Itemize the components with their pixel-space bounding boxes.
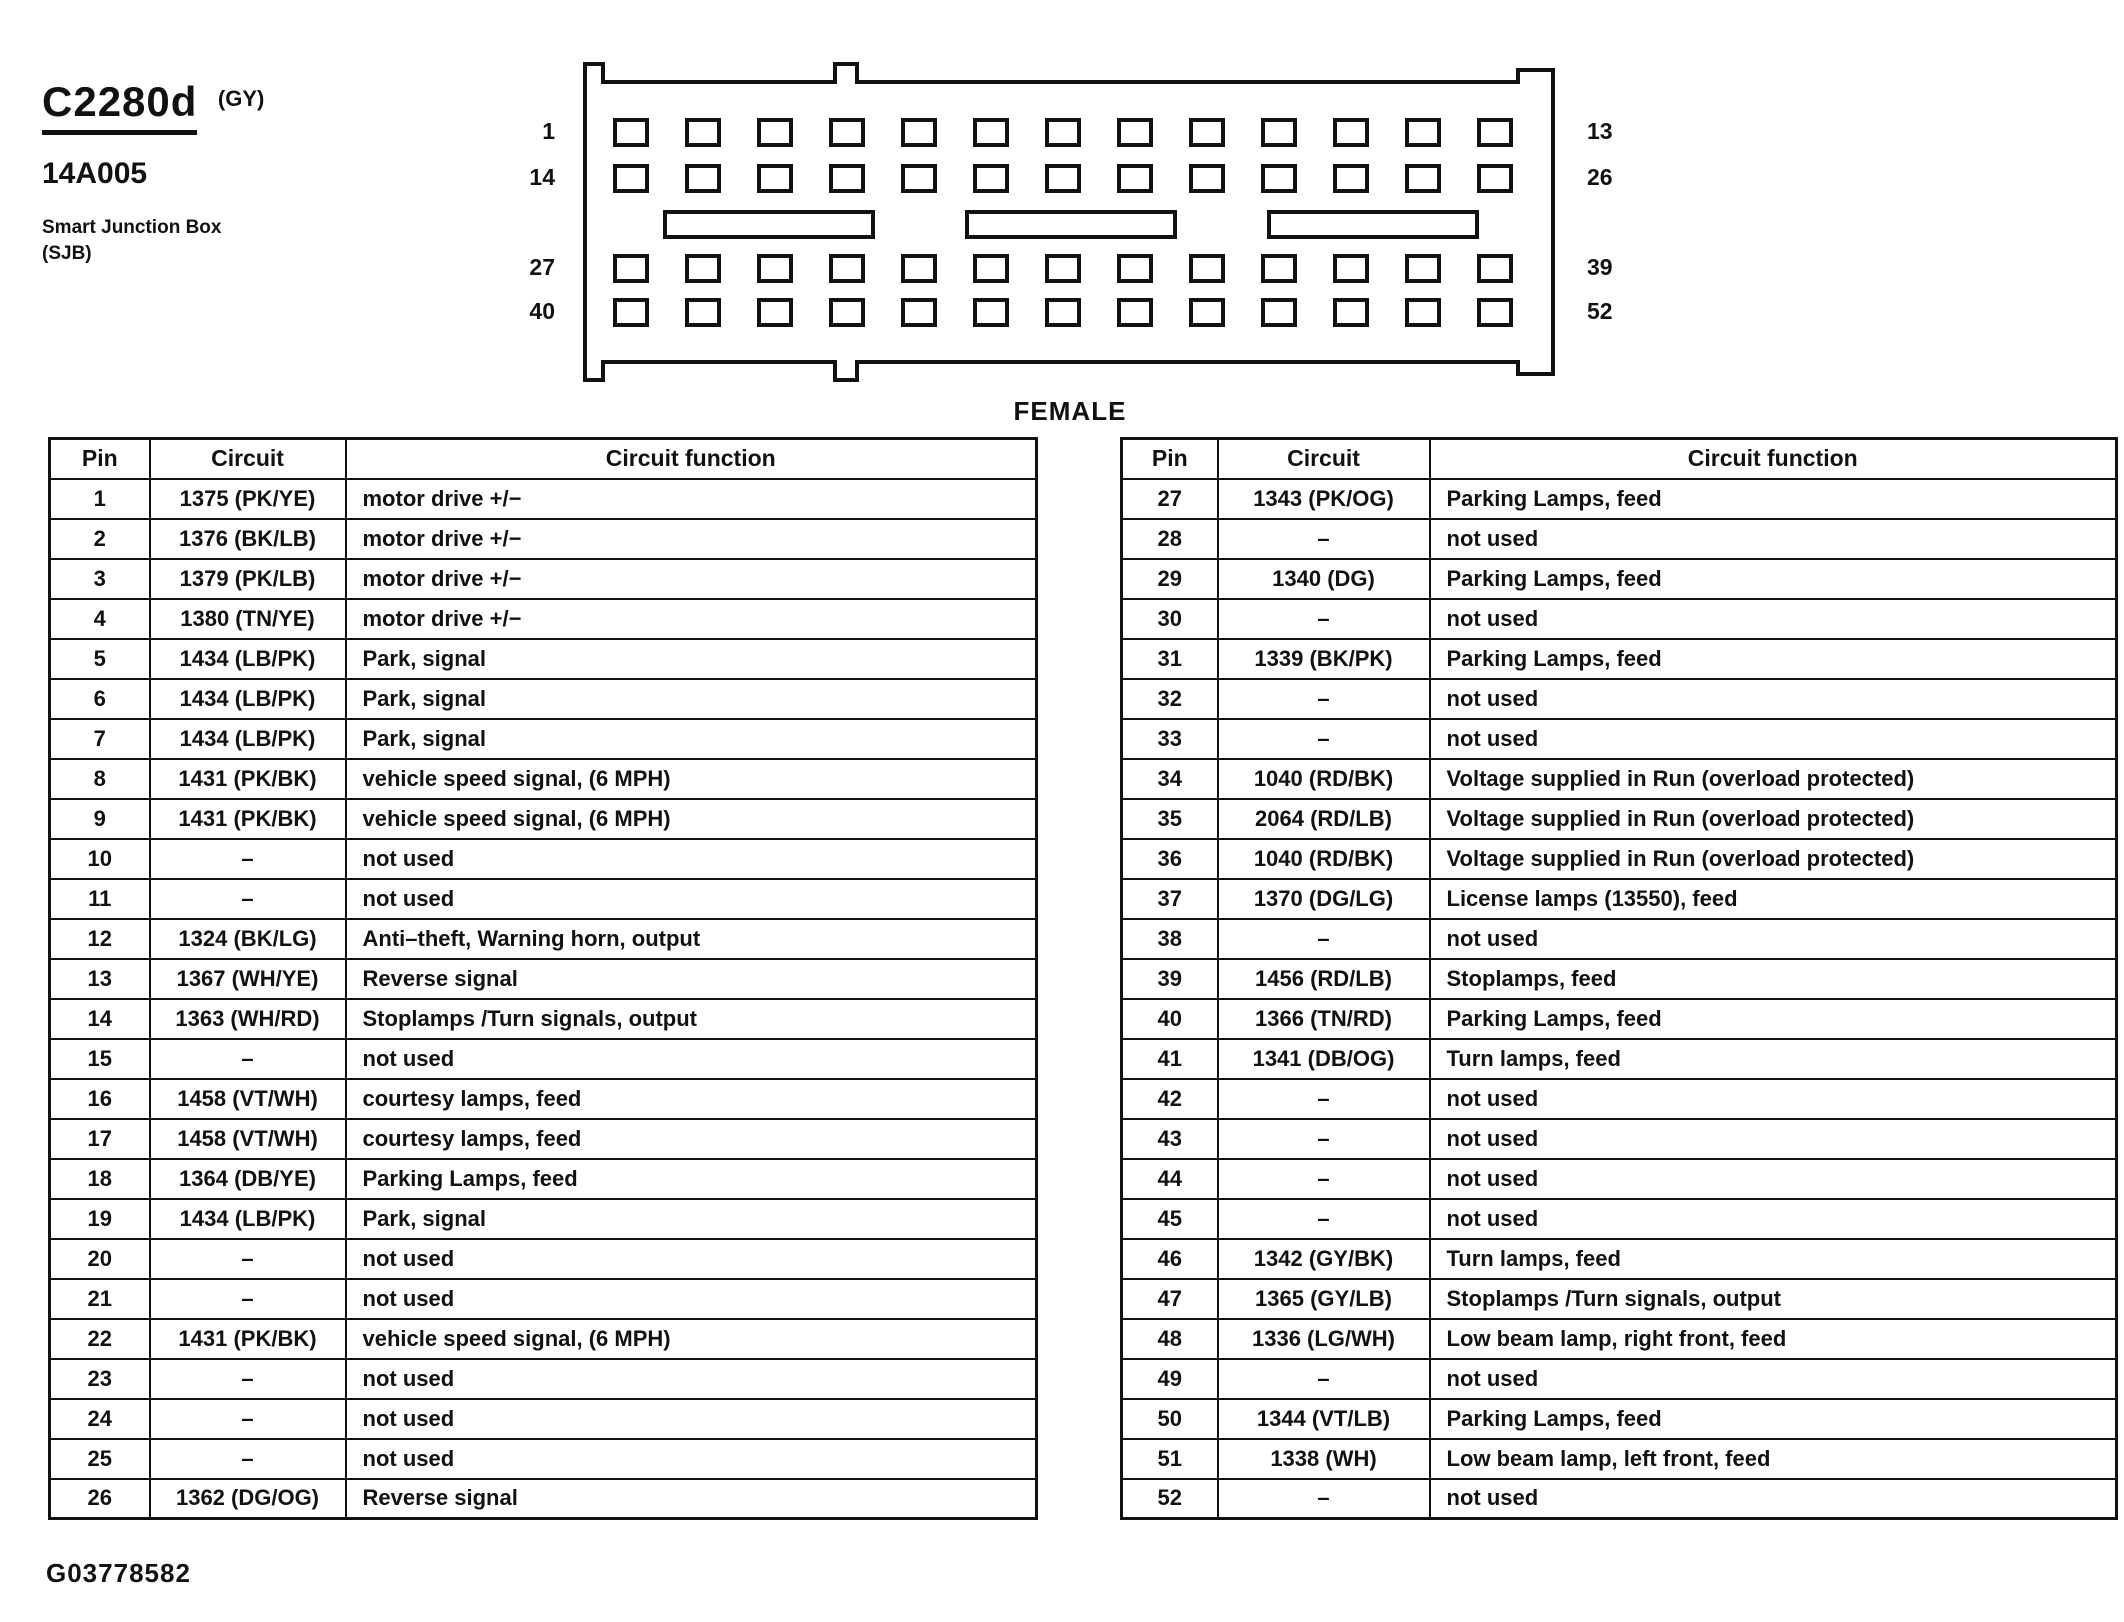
pin-header: Pin [1122,439,1218,479]
table-row [50,559,1037,599]
table-row [1122,999,2117,1039]
pin-cavity [903,300,935,325]
circuit-header: Circuit [150,439,346,479]
circuit-cell: 1434 (LB/PK) [150,679,346,719]
function-cell: not used [346,1359,1037,1399]
circuit-cell: 1367 (WH/YE) [150,959,346,999]
pin-cell: 34 [1122,759,1218,799]
pin-cell: 5 [50,639,150,679]
table-row [50,759,1037,799]
function-cell: not used [346,1279,1037,1319]
pin-cell: 28 [1122,519,1218,559]
pin-cavity [975,166,1007,191]
pin-cavity [967,212,1175,237]
pin-cell: 4 [50,599,150,639]
function-cell: courtesy lamps, feed [346,1079,1037,1119]
function-cell: not used [346,1039,1037,1079]
pin-cavity [1263,120,1295,145]
pin-cavity [1191,166,1223,191]
function-cell: motor drive +/− [346,479,1037,519]
function-cell: Turn lamps, feed [1430,1239,2117,1279]
function-cell: Park, signal [346,639,1037,679]
table-row [1122,599,2117,639]
table-row [1122,639,2117,679]
function-cell: not used [1430,1479,2117,1519]
function-cell: motor drive +/− [346,559,1037,599]
pin-cavity [1263,256,1295,281]
function-cell: Reverse signal [346,959,1037,999]
component-name-line1: Smart Junction Box [42,217,222,238]
function-cell: not used [1430,719,2117,759]
table-row [1122,1039,2117,1079]
circuit-cell: 1375 (PK/YE) [150,479,346,519]
circuit-cell: – [1218,1359,1430,1399]
circuit-cell: 1379 (PK/LB) [150,559,346,599]
pin-cell: 14 [50,999,150,1039]
pin-cell: 46 [1122,1239,1218,1279]
table-row [50,519,1037,559]
table-row [1122,1439,2117,1479]
table-row [50,1239,1037,1279]
table-row [50,679,1037,719]
function-cell: vehicle speed signal, (6 MPH) [346,759,1037,799]
pin-cell: 18 [50,1159,150,1199]
table-row [1122,839,2117,879]
function-cell: Voltage supplied in Run (overload protected) [1430,839,2117,879]
function-cell: vehicle speed signal, (6 MPH) [346,1319,1037,1359]
pin-cell: 44 [1122,1159,1218,1199]
pin-cavity [1047,166,1079,191]
circuit-cell: 1324 (BK/LG) [150,919,346,959]
circuit-cell: – [150,1279,346,1319]
circuit-header: Circuit [1218,439,1430,479]
pin-cavity [975,120,1007,145]
pin-cell: 11 [50,879,150,919]
function-cell: not used [346,1439,1037,1479]
circuit-cell: 1431 (PK/BK) [150,799,346,839]
pin-cell: 52 [1122,1479,1218,1519]
pin-cavity [1047,300,1079,325]
pin-cavity [1119,120,1151,145]
function-cell: Voltage supplied in Run (overload protected) [1430,759,2117,799]
pin-cell: 6 [50,679,150,719]
pin-cell: 42 [1122,1079,1218,1119]
table-row [50,959,1037,999]
function-cell: Stoplamps /Turn signals, output [346,999,1037,1039]
pin-cell: 33 [1122,719,1218,759]
part-number: 14A005 [42,157,148,190]
pin-cavity [1119,300,1151,325]
function-cell: Park, signal [346,719,1037,759]
circuit-cell: – [1218,519,1430,559]
pin-cell: 12 [50,919,150,959]
function-cell: not used [1430,1119,2117,1159]
table-row [1122,559,2117,599]
pin-cavity [831,300,863,325]
pin-cavity [665,212,873,237]
component-name-line2: (SJB) [42,242,92,264]
function-cell: not used [346,1239,1037,1279]
pin-cell: 39 [1122,959,1218,999]
function-cell: Park, signal [346,1199,1037,1239]
circuit-cell: – [150,1359,346,1399]
circuit-cell: 1342 (GY/BK) [1218,1239,1430,1279]
pin-cell: 17 [50,1119,150,1159]
function-cell: Parking Lamps, feed [1430,479,2117,519]
function-cell: not used [346,839,1037,879]
function-cell: Low beam lamp, left front, feed [1430,1439,2117,1479]
pin-cavity [1335,256,1367,281]
table-row [50,919,1037,959]
circuit-cell: – [1218,919,1430,959]
table-row [1122,1159,2117,1199]
circuit-cell: 1364 (DB/YE) [150,1159,346,1199]
table-row [1122,1119,2117,1159]
table-row [50,879,1037,919]
function-cell: Anti–theft, Warning horn, output [346,919,1037,959]
circuit-cell: 1380 (TN/YE) [150,599,346,639]
pin-row-label-1: 1 [542,118,555,144]
table-row [50,1039,1037,1079]
function-cell: Reverse signal [346,1479,1037,1519]
pin-header: Pin [50,439,150,479]
circuit-cell: 1343 (PK/OG) [1218,479,1430,519]
function-cell: Voltage supplied in Run (overload protected) [1430,799,2117,839]
pin-table-left [48,437,1038,1520]
function-cell: not used [1430,599,2117,639]
table-row [1122,879,2117,919]
table-row [50,1479,1037,1519]
pin-cell: 49 [1122,1359,1218,1399]
table-row [50,599,1037,639]
table-row [1122,679,2117,719]
pin-cavity [1335,120,1367,145]
pin-cell: 47 [1122,1279,1218,1319]
pin-cavity [903,256,935,281]
pin-cavity [831,256,863,281]
function-cell: Parking Lamps, feed [1430,559,2117,599]
pin-cavity [975,300,1007,325]
table-row [1122,919,2117,959]
circuit-cell: 1339 (BK/PK) [1218,639,1430,679]
pin-cavity [1263,300,1295,325]
function-cell: not used [1430,1199,2117,1239]
circuit-cell: 1341 (DB/OG) [1218,1039,1430,1079]
pin-cell: 40 [1122,999,1218,1039]
pin-cavity [1047,256,1079,281]
table-row [50,479,1037,519]
pin-cavity [1269,212,1477,237]
table-row [50,1439,1037,1479]
circuit-cell: – [1218,679,1430,719]
table-row [1122,959,2117,999]
pin-cell: 36 [1122,839,1218,879]
circuit-cell: – [150,1439,346,1479]
circuit-cell: 1336 (LG/WH) [1218,1319,1430,1359]
table-row [1122,1279,2117,1319]
pin-cavity [687,120,719,145]
circuit-cell: 1458 (VT/WH) [150,1119,346,1159]
function-cell: Park, signal [346,679,1037,719]
circuit-cell: 1363 (WH/RD) [150,999,346,1039]
pin-cell: 32 [1122,679,1218,719]
pin-cavity [759,256,791,281]
pin-cell: 9 [50,799,150,839]
circuit-cell: 1040 (RD/BK) [1218,759,1430,799]
connector-id: C2280d [42,78,197,135]
circuit-cell: 1365 (GY/LB) [1218,1279,1430,1319]
pin-cavity [687,166,719,191]
connector-svg [565,52,1575,392]
table-row [50,1159,1037,1199]
circuit-cell: – [1218,1159,1430,1199]
connector-color-code: (GY) [217,86,265,111]
circuit-cell: – [1218,1079,1430,1119]
circuit-cell: – [1218,719,1430,759]
pin-cavity [1191,300,1223,325]
function-cell: not used [1430,1079,2117,1119]
pin-cavity [831,120,863,145]
table-row [1122,1319,2117,1359]
pin-cavity [975,256,1007,281]
pin-cavity [1479,300,1511,325]
function-cell: not used [346,879,1037,919]
table-row [1122,799,2117,839]
function-cell: motor drive +/− [346,519,1037,559]
circuit-cell: – [1218,1119,1430,1159]
pin-cavity [1335,166,1367,191]
pin-cavity [903,120,935,145]
pin-cavity [1191,256,1223,281]
table-header-row [50,439,1037,479]
function-header: Circuit function [346,439,1037,479]
function-cell: motor drive +/− [346,599,1037,639]
function-cell: Parking Lamps, feed [1430,999,2117,1039]
pin-row-label-39: 39 [1587,254,1613,280]
circuit-cell: 1370 (DG/LG) [1218,879,1430,919]
function-cell: Stoplamps /Turn signals, output [1430,1279,2117,1319]
pin-cavity [1479,256,1511,281]
pin-cell: 13 [50,959,150,999]
pin-cell: 25 [50,1439,150,1479]
circuit-cell: – [150,879,346,919]
circuit-cell: 1431 (PK/BK) [150,1319,346,1359]
circuit-cell: 1366 (TN/RD) [1218,999,1430,1039]
connector-gender-label: FEMALE [1013,396,1127,426]
circuit-cell: 2064 (RD/LB) [1218,799,1430,839]
pin-cavity [1335,300,1367,325]
pin-table-right [1120,437,2118,1520]
pin-cell: 2 [50,519,150,559]
function-header: Circuit function [1430,439,2117,479]
pin-cell: 50 [1122,1399,1218,1439]
function-cell: not used [1430,679,2117,719]
pin-cavity [1047,120,1079,145]
pin-cell: 48 [1122,1319,1218,1359]
pin-cell: 1 [50,479,150,519]
table-row [50,799,1037,839]
circuit-cell: 1040 (RD/BK) [1218,839,1430,879]
function-cell: not used [1430,519,2117,559]
pin-cell: 8 [50,759,150,799]
pin-cell: 41 [1122,1039,1218,1079]
pin-row-label-52: 52 [1587,298,1613,324]
table-row [1122,1239,2117,1279]
function-cell: Low beam lamp, right front, feed [1430,1319,2117,1359]
pin-cell: 37 [1122,879,1218,919]
table-row [50,639,1037,679]
table-row [50,1359,1037,1399]
circuit-cell: – [150,1399,346,1439]
pin-cell: 10 [50,839,150,879]
pin-cavity [903,166,935,191]
circuit-cell: 1434 (LB/PK) [150,719,346,759]
circuit-cell: – [1218,599,1430,639]
pin-row-label-40: 40 [529,298,555,324]
pin-cell: 15 [50,1039,150,1079]
table-row [50,1199,1037,1239]
pin-cavity [687,256,719,281]
table-row [50,1119,1037,1159]
function-cell: Parking Lamps, feed [346,1159,1037,1199]
circuit-cell: 1376 (BK/LB) [150,519,346,559]
table-row [50,1279,1037,1319]
pin-cell: 45 [1122,1199,1218,1239]
circuit-cell: 1431 (PK/BK) [150,759,346,799]
function-cell: vehicle speed signal, (6 MPH) [346,799,1037,839]
pin-cell: 24 [50,1399,150,1439]
table-row [50,1079,1037,1119]
circuit-cell: 1434 (LB/PK) [150,1199,346,1239]
circuit-cell: – [1218,1199,1430,1239]
pin-cavity [1191,120,1223,145]
circuit-cell: 1338 (WH) [1218,1439,1430,1479]
connector-drawing [505,52,1635,452]
circuit-cell: – [1218,1479,1430,1519]
figure-number: G03778582 [46,1558,191,1588]
table-row [1122,519,2117,559]
circuit-cell: – [150,1239,346,1279]
function-cell: Parking Lamps, feed [1430,639,2117,679]
table-row [1122,1359,2117,1399]
table-row [1122,1079,2117,1119]
table-header-row [1122,439,2117,479]
circuit-cell: 1458 (VT/WH) [150,1079,346,1119]
table-row [50,719,1037,759]
pin-cell: 23 [50,1359,150,1399]
function-cell: not used [1430,1159,2117,1199]
pin-cavity [1479,166,1511,191]
pin-cavity [615,120,647,145]
pin-cavity [1479,120,1511,145]
pin-cavity [759,120,791,145]
pin-cavity [759,166,791,191]
circuit-cell: 1434 (LB/PK) [150,639,346,679]
pin-cell: 16 [50,1079,150,1119]
pin-cavity [1407,166,1439,191]
pin-cell: 31 [1122,639,1218,679]
pin-cell: 51 [1122,1439,1218,1479]
table-row [50,999,1037,1039]
function-cell: not used [1430,1359,2117,1399]
pin-cell: 27 [1122,479,1218,519]
pin-cell: 7 [50,719,150,759]
function-cell: not used [1430,919,2117,959]
pin-cavity [615,166,647,191]
circuit-cell: – [150,839,346,879]
pin-cavity [1263,166,1295,191]
pin-cavity [831,166,863,191]
pin-row-label-14: 14 [529,164,555,190]
table-row [1122,1479,2117,1519]
function-cell: Turn lamps, feed [1430,1039,2117,1079]
pin-cell: 22 [50,1319,150,1359]
function-cell: Stoplamps, feed [1430,959,2117,999]
table-row [1122,479,2117,519]
pin-cell: 43 [1122,1119,1218,1159]
pin-cell: 20 [50,1239,150,1279]
pin-cell: 29 [1122,559,1218,599]
pin-cell: 30 [1122,599,1218,639]
pin-cell: 26 [50,1479,150,1519]
table-row [1122,1399,2117,1439]
pin-row-label-26: 26 [1587,164,1613,190]
table-row [1122,759,2117,799]
pin-cavity [615,256,647,281]
pin-cavity [1119,166,1151,191]
pin-cavity [1119,256,1151,281]
pin-cell: 35 [1122,799,1218,839]
function-cell: not used [346,1399,1037,1439]
circuit-cell: 1456 (RD/LB) [1218,959,1430,999]
table-row [50,839,1037,879]
circuit-cell: 1362 (DG/OG) [150,1479,346,1519]
pin-cavity [1407,300,1439,325]
circuit-cell: 1340 (DG) [1218,559,1430,599]
pin-row-label-27: 27 [529,254,555,280]
table-row [50,1319,1037,1359]
circuit-cell: 1344 (VT/LB) [1218,1399,1430,1439]
pin-cavity [759,300,791,325]
table-row [50,1399,1037,1439]
pin-cavity [615,300,647,325]
table-row [1122,1199,2117,1239]
function-cell: Parking Lamps, feed [1430,1399,2117,1439]
function-cell: courtesy lamps, feed [346,1119,1037,1159]
pin-cell: 38 [1122,919,1218,959]
pin-cell: 3 [50,559,150,599]
pin-cavity [1407,256,1439,281]
pin-cell: 19 [50,1199,150,1239]
header [42,78,264,266]
function-cell: License lamps (13550), feed [1430,879,2117,919]
circuit-cell: – [150,1039,346,1079]
pin-cell: 21 [50,1279,150,1319]
table-row [1122,719,2117,759]
pin-cavity [687,300,719,325]
pin-row-label-13: 13 [1587,118,1613,144]
pin-cavity [1407,120,1439,145]
